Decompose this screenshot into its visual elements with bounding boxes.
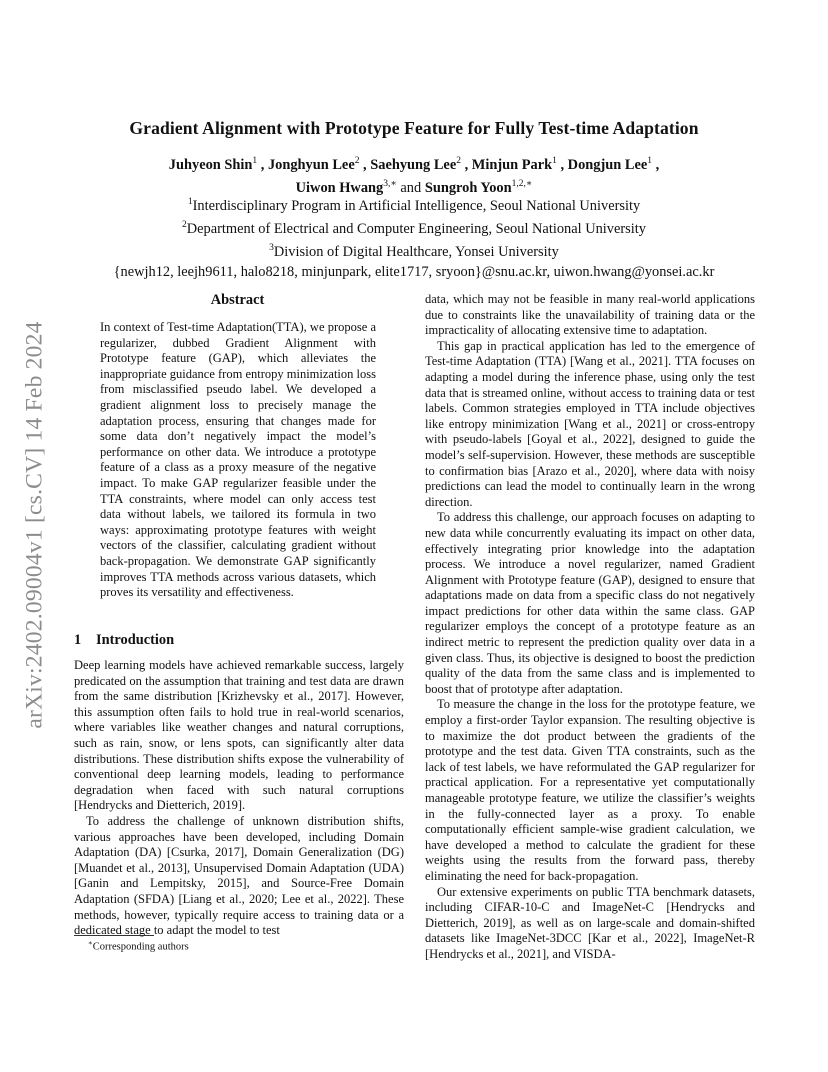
- author-separator: ,: [359, 156, 371, 173]
- affiliation-line: [0, 239, 828, 262]
- section-heading-introduction: [74, 632, 174, 649]
- author-sup: 3,∗: [383, 178, 397, 189]
- paragraph: Deep learning models have achieved remarkable success, largely predicated on the assumption that training and test data are drawn from the same distribution [Krizhevsky et al., 2017]. However, this assumption often fails to hold true in real-world scenarios, where variables like weather changes and natural corruptions, such as rain, snow, or lens spots, can significantly alter data distributions. These distribution shifts expose the vulnerability of conventional deep learning models, leading to performance degradation when faced with such natural corruptions [Hendrycks and Dietterich, 2019].: [74, 658, 404, 813]
- affiliations: [0, 193, 828, 282]
- author-sup: 2: [456, 156, 461, 166]
- author-sup: 1: [552, 156, 557, 166]
- author-sup: 1: [647, 156, 652, 166]
- paragraph: This gap in practical application has led to the emergence of Test-time Adaptation (TTA) [Wang et al., 2021]. TTA focuses on adapting a model during the inference phase, using only the test data that is streamed online, without access to training data or test labels. Common strategies employed in TTA include objectives like entropy minimization [Wang et al., 2021] or cross-entropy with pseudo-labels [Goyal et al., 2022], designed to guide the model’s self-supervision. However, these methods are susceptible to confirmation bias [Arazo et al., 2020], where data with noisy predictions can lead the model to continually learn in the wrong direction.: [425, 338, 755, 509]
- paragraph: data, which may not be feasible in many real-world applications due to constraints like the unavailability of training data or the impracticality of allocating extensive time to adaptation.: [425, 292, 755, 338]
- author-name: Saehyung Lee: [370, 156, 457, 173]
- arxiv-stamp: [13, 294, 57, 756]
- footnote: [88, 939, 189, 953]
- affiliation-text: Department of Electrical and Computer Engineering, Seoul National University: [186, 221, 646, 237]
- arxiv-stamp-text: arXiv:2402.09004v1 [cs.CV] 14 Feb 2024: [21, 321, 48, 729]
- abstract-text: In context of Test-time Adaptation(TTA), we propose a regularizer, dubbed Gradient Alignment with Prototype feature (GAP), which alleviates the inappropriate guidance from entropy minimization loss from misclassified pseudo label. We developed a gradient alignment loss to precisely manage the adaptation process, ensuring that changes made for some data don’t negatively impact the model’s performance on other data. We introduce a prototype feature of a class as a proxy measure of the negative impact. To make GAP regularizer feasible under the TTA constraints, where model can only access test data without labels, we tailored its formula in two ways: approximating prototype features with weight vectors of the classifier, calculating gradient without back-propagation. We demonstrate GAP significantly improves TTA methods across various datasets, which proves its versatility and effectiveness.: [100, 320, 376, 600]
- affiliation-sup: 2: [182, 220, 187, 231]
- author-line-1: [0, 152, 828, 175]
- author-and: and: [400, 179, 422, 196]
- paragraph: To address the challenge of unknown distribution shifts, various approaches have been developed, including Domain Adaptation (DA) [Csurka, 2017], Domain Generalization (DG) [Muandet et al., 2013], Unsupervised Domain Adaptation (UDA) [Ganin and Lempitsky, 2015], and Source-Free Domain Adaptation (SFDA) [Liang et al., 2020; Lee et al., 2022]. These methods, however, typically require access to training data or a dedicated stage to adapt the model to test: [74, 813, 404, 938]
- right-column: [425, 292, 755, 963]
- abstract-body: [100, 320, 376, 601]
- author-name: Jonghyun Lee: [267, 156, 355, 173]
- author-separator: ,: [651, 156, 660, 173]
- author-sup: 1,2,∗: [511, 178, 533, 189]
- paper-title: Gradient Alignment with Prototype Feature for Fully Test-time Adaptation: [129, 118, 699, 138]
- affiliation-line: [0, 193, 828, 216]
- author-name: Sungroh Yoon: [424, 179, 512, 196]
- author-name: Juhyeon Shin: [168, 156, 253, 173]
- footnote-rule: [74, 935, 154, 936]
- author-separator: ,: [556, 156, 568, 173]
- paragraph: Our extensive experiments on public TTA benchmark datasets, including CIFAR-10-C and ImageNet-C [Hendrycks and Dietterich, 2019], as well as on large-scale and domain-shifted datasets like ImageNet-3DCC [Kar et al., 2022], ImageNet-R [Hendrycks et al., 2021], and VISDA-: [425, 884, 755, 961]
- section-number: 1: [74, 632, 82, 648]
- section-title: Introduction: [96, 632, 175, 648]
- author-name: Minjun Park: [471, 156, 553, 173]
- abstract-heading: Abstract: [210, 292, 265, 308]
- affiliation-text: Division of Digital Healthcare, Yonsei University: [273, 244, 559, 261]
- affiliation-sup: 1: [187, 197, 193, 207]
- author-sup: 2: [354, 156, 360, 166]
- introduction-left-column: [74, 658, 404, 939]
- affiliation-sup: 3: [269, 243, 274, 254]
- author-name: Dongjun Lee: [567, 156, 648, 173]
- paragraph: To measure the change in the loss for the prototype feature, we employ a first-order Taylor expansion. The resulting objective is to maximize the dot product between the gradients of the prototype and the test data. Given TTA constraints, such as the lack of test labels, we have reformulated the GAP regularizer for practical application. For a representative yet computationally manageable prototype feature, we utilize the classifier’s weights in the fully-connected layer as a proxy. To enable computationally efficient sample-wise gradient calculation, we have developed a method to calculate the gradient for these weights using the results from the forward pass, thereby eliminating the need for back-propagation.: [425, 697, 755, 883]
- affiliation-text: Interdisciplinary Program in Artificial Intelligence, Seoul National University: [192, 197, 641, 214]
- author-emails: {newjh12, leejh9611, halo8218, minjunpark, elite1717, sryoon}@snu.ac.kr, uiwon.hwang@yonsei.ac.kr: [113, 263, 715, 280]
- paragraph: To address this challenge, our approach focuses on adapting to new data while concurrently evaluating its impact on other data, effectively integrating prior knowledge into the adaptation process. We introduce a novel regularizer, named Gradient Alignment with Prototype feature (GAP), designed to ensure that adaptations made on data from a specific class do not negatively impact predictions for other data within the same class. GAP regularizer employs the concept of a prototype feature as an indirect metric to represent the prediction quality over data in a given class. Thus, its objective is designed to boost the prediction quality of the data from the same class and is implemented to boost that of prototype after adaptation.: [425, 510, 755, 696]
- author-separator: ,: [460, 156, 472, 173]
- author-separator: ,: [257, 156, 268, 173]
- footnote-text: Corresponding authors: [92, 941, 189, 953]
- affiliation-line: [0, 216, 828, 239]
- author-sup: 1: [252, 156, 258, 166]
- footnote-mark: ∗: [88, 939, 93, 947]
- author-name: Uiwon Hwang: [295, 179, 384, 196]
- author-list: [0, 152, 828, 198]
